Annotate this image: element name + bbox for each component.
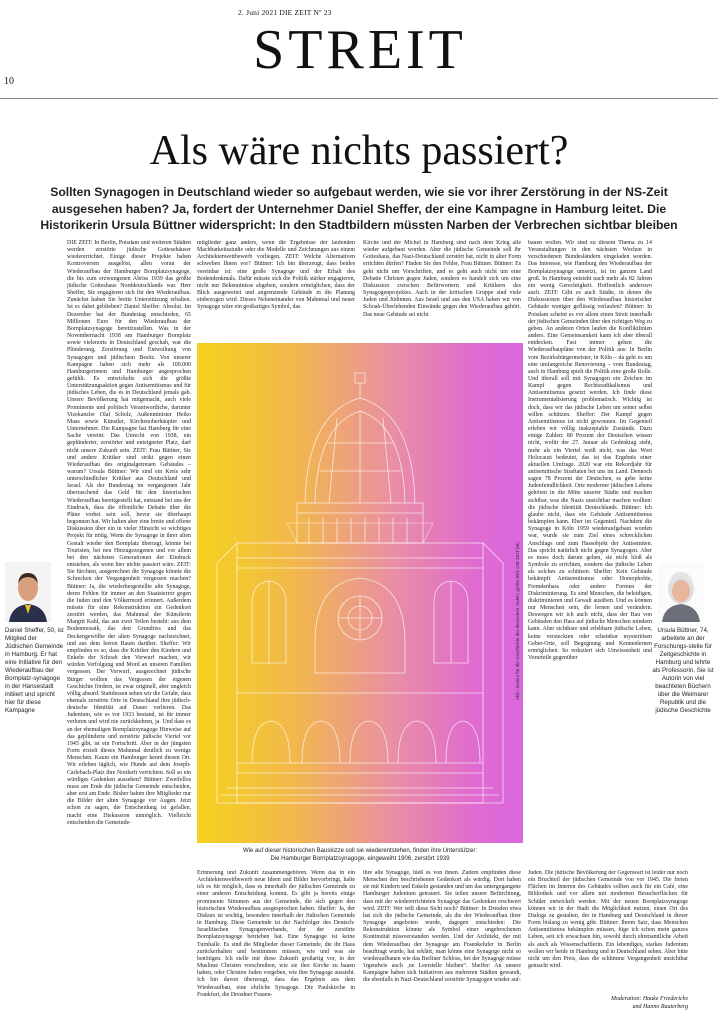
column-2-text: mitglieder ganz anders, wenn die Ergebnisse der laufenden Machbarkeitsstudie oder die Modelle und Zeichnungen aus einem Architektenwettbewerb vorliegen. ZEIT: Welche Alternativen schweben Ihnen vor? Büttner: Ich bin überzeugt, dass beides vereinbar ist: eine große Synagoge und der Erhalt des Bodendenkmals. Dafür müsste sich die Politik stärker engagieren, nicht nur Bekenntnisse abgeben, sondern ermöglichen, dass der Blick ausgeweitet und angrenzende Gebäude in die Planung einbezogen wird. Dieses Nebeneinander von Mahnmal und neuer Synagoge wäre ein großartiges Symbol, das: [197, 240, 355, 311]
image-caption: [197, 847, 523, 863]
image-credit: Abb.: Institut für die Geschichte der deutschen Juden; große Bild: DIE ZEIT (M): [515, 542, 520, 700]
image-caption-line-1: Wie auf dieser historischen Bauskizze soll sie wiederentstehen, finden ihre Unterstützer:: [242, 848, 478, 854]
portrait-caption-right: Ursula Büttner, 74, arbeitete an der Forschungs-stelle für Zeitgeschichte in Hamburg und lehrte als Professorin. Sie ist Autorin von viel beachteten Büchern über die Weimarer Republik und die jüdische Geschichte: [652, 627, 714, 714]
text-column-bottom-3: [528, 870, 688, 992]
text-column-2: [197, 240, 355, 338]
synagogue-image: [197, 343, 523, 843]
section-title: STREIT: [253, 19, 467, 81]
bottom-1-text: Erinnerung und Zukunft zusammengehören. Wenn das in ein Architektenwettbewerb neue Ideen und Bilder hervorbringt, halte ich es für möglich, dass es innerhalb der jüdischen Gemeinde zu einer anderen Entscheidung kommt. Es gibt ja bereits einige prominente Stimmen aus der Gemeinde, die sich gegen den historischen Wiederaufbau ausgesprochen haben. Sheffer: Ja, der Diskurs ist wichtig, besonders innerhalb der Jüdischen Gemeinde in Hamburg. Diese Gemeinde ist der Nachfolger des Deutsch-Israelitischen Synagogenverbands, der der zerstörte Bornplatzsynagoge betrieben hat. Eine Synagoge ist keine Turnhalle. Es sind die Mitglieder dieser Gemeinde, die ihr Haus zurückerhalten und bestimmen müssen, wie und was sie benötigen. Ich stelle mir diese Zukunft großartig vor, in der Muslime Christen vorschreiben, wie sie ihre Kirche zu bauen haben, oder Christen Juden vorgeben, wie ihre Synagoge aussieht. Ich bin davon überzeugt, dass das Ergebnis aus dem Wiederaufbau, eine ehrliche Synagoge. Die Paulskirche in Frankfurt, die Dresdner Frauen-: [197, 870, 355, 998]
moderation-credit: Moderation: Hauke Friederichs und Hanno Rauterberg: [611, 996, 688, 1010]
man-portrait-icon: [5, 562, 51, 622]
page-number: 10: [4, 76, 14, 87]
deck: Sollten Synagogen in Deutschland wieder so aufgebaut werden, wie sie vor ihrer Zerstörung in der NS-Zeit ausgesehen haben? Ja, fordert der Unternehmer Daniel Sheffer, der eine Kampagne in Hamburg leitet. Die Historikerin Ursula Büttner widerspricht: In den Stadtbildern müssten Narben der Verbrechen sichtbar bleiben: [40, 185, 678, 232]
bottom-3-text: Juden. Die jüdische Bevölkerung der Gegenwart ist leider nur noch ein Bruchteil der jüdischen Gemeinde von vor 1945. Die freien Flächen im Inneren des Gebäudes sollten auch für ein Café, eine Bibliothek und vor allem mit modernen Besucherflächen für Schüler entwickelt werden. Mit der neuen Bornplatzsynagoge können wir in der Stadt die Möglichkeit nutzen, einen Ort des Dialogs zu gestalten, der in Hamburg und Deutschland in dieser Form bislang zu wenig gibt. Büttner: Ihrem Satz, dass Menschen Antisemitismus bekämpfen müssen, füge ich schon mein ganzes Leben, seit ich erwachsen bin, sowohl durch ehrenamtliche Arbeit als auch als Wissenschaftlerin. Ein lebendiges, starkes Judentum wollen wir beide in Hamburg und in Deutschland sehen. Aber bitte nicht um den Preis, dass die schlimme Vergangenheit unsichtbar gemacht wird.: [528, 870, 688, 970]
text-column-bottom-2: [363, 870, 521, 1020]
column-1-text: DIE ZEIT: In Berlin, Potsdam und weiteren Städten werden zerstörte jüdische Gottesehäuser wiedererrichtet. Einige dieser Projekte haben Kontroversen ausgelöst, allen voran der Wiederaufbau der Hamburger Bornplatzsynagoge, die bis zum erzwungenen Abriss 1939 das größte jüdische Gotteshaus Norddeutschlands war. Herr Sheffer, Sie engagieren sich für den Wiederaufbau. Zunächst haben Sie breite Unterstützung erhalten. Ist es dabei geblieben? Daniel Sheffer: Absolut. Im Dezember hat der Bundestag entschieden, 65 Millionen Euro für den Wiederaufbau der Bornplatzsynagoge bereitzustellen. Was in der Novembernacht 1938 am Hamburger Bornplatz sowie vielenorts in Deutschland geschah, war die Plünderung, Zerstörung und Entweihung von Synagogen und jüdischem Besitz. Von unserer Kampagne haben sich mehr als 100.000 Hamburgerinnen und Hamburger angesprochen gefühlt. Es entwickelte sich die größte Unterstützungsaktion gegen Antisemitismus und für jüdisches Leben, die es in Deutschland jemals gab. Unsere Bevölkerung hat mitgemacht, auch viele Prominente und politisch Verantwortliche, darunter Vizekanzler Olaf Scholz, Außenminister Heiko Maas sowie Künstler, Kirchenoberhäupter und Unternehmer. Die Kampagne hat Hamburg für eine Sache vereint: Das Unrecht von 1938, ein geplünderter, zerstörter und enteigneter Platz, darf nicht unsere Zukunft sein. ZEIT: Frau Büttner, Sie und andere Kritiker sind strikt gegen einen Wiederaufbau des originalgetreuen Gebäudes – warum? Ursula Büttner: Wir sind ein Kreis sehr unterschiedlicher Kritiker aus Deutschland und Israel. Als der Bundestag im vergangenen Jahr überraschend das Geld für den historischen Wiederaufbau bereitgestellt hat, entstand bei uns der Eindruck, dass die öffentliche Debatte über die Pläne vorbei sein soll, bevor sie überhaupt begonnen hat. Wir halten aber eine breite und offene Diskussion über ein in vieler Hinsicht so wichtiges Projekt für nötig. Wenn die Synagoge in ihrer alten Gestalt wieder den Bornplatz überragt, könnte bei Touristen, bei neu Hinzugezogenen und vor allem bei den nächsten Generationen der Eindruck entstehen, als wenn hier nichts passiert wäre. ZEIT: Sie fürchten, ausgerechnet die Synagoge könnte die Schrecken der Vergangenheit vergessen machen? Büttner: Ja, die wiederhergestellte alte Synagoge, deren Fehlen für immer an den Staatsterror gegen die Juden und den Völkermord erinnert. Außerdem müsste für eine Rekonstruktion ein Gedenkort zerstört werden, das Mahnmal der Künstlerin Margrit Kahl, das aus zwei Teilen besteht: aus dem Bodenmosaik, das den Grundriss und das Deckengewölbe der alten Synagoge nachzeichnet, und aus dem leeren Raum darüber. Sheffer: Wir empfinden es so, dass die Kritiker den Kindern und Enkeln der Schoah den Vorwurf machen, wir würden Verfolgung und Mord an unseren Familien vergessen. Der Vorwurf, ausgerechnet jüdische Bürger wollten das Vergessen der eigenen Geschichte fördern, ist zwar originell, aber ungleich völlig absurd. Stattdessen sehen wir die Gefahr, dass ehemals zerstörte Orte in Deutschland ihre jüdisch-deutsche Identität auf Dauer verlieren. Das Judentum, wie es vor 1933 bestand, ist für immer verloren und wird nie zurückkehren, ja. Und dass es an der ehemaligen Bornplatzsynagoge Hinweise auf das geplünderte und zerstörte jüdische Viertel vor 1945 gibt, ist ein Fortschritt. Aber in der jüngsten Form erzielt dieses Mahnmal deutlich zu wenige Menschen. Kaum ein Hamburger kennt diesen Ort. Wir erleben täglich, wie Hunde auf dem Joseph-Carlebach-Platz ihre Notdurft verrichten. Soll so ein würdiges Gedenken aussehen? Büttner: Zweifellos muss am Ende die jüdische Gemeinde entscheiden, aber erst am Ende. Bisher haben ihre Mitglieder nur die Bilder der alten Synagoge vor Augen. Jetzt schon zu sagen, die Entscheidung ist gefallen, macht eine Diskussion unmöglich. Vielleicht entscheiden die Gemeinde-: [67, 240, 191, 826]
column-4-text: bauen wollen. Wir sind zu diesem Thema zu 14 Veranstaltungen in den nächsten Wochen in verschiedenen Bundesländern eingeladen worden. Das Interesse, wie Hamburg den Wiederaufbau der Bornplatzsynagoge umsetzt, ist im ganzen Land groß. In Hamburg entsteht nach mehr als 82 Jahren ein wenig Gerechtigkeit. Hoffentlich anderswo auch. ZEIT: Gibt es auch Städte, in denen die Diskussionen über den Wiederaufbau historischer Gebäude weniger geflüssig verlaufen? Büttner: In Potsdam scheint es vor allem einen Streit innerhalb der jüdischen Gemeinden über den richtigen Weg zu geben. An anderen Orten laufen die Konfliktlinien anders. Eine Gemeinsamkeit kann ich aber überall entdecken. Fast immer gehen die Wiederaufbaupläne von der Politik aus: In Berlin vom Bezirksbürgermeister, in Köln – da geht es um eine umfangreiche Renovierung – vom Bundestag, auch in Hamburg spielt die Politik eine große Rolle. Und überall soll mit Synagogen ein Zeichen im Kampf gegen Rechtsradikalismus und Antisemitismus gesetzt werden. Ich finde diese Instrumentalisierung problematisch. Wichtig ist doch, dass wir das jüdische Leben um seiner selbst willen schützen. Sheffer: Der Kampf gegen Antisemitismus ist nicht gewonnen. Im Gegenteil erleben wir völlig inakzeptable Zustände. Dazu einige Zahlen: 80 Prozent der Deutschen wissen nicht, wofür der 27. Januar als Gedenktag steht, mehr als ein Viertel weiß nicht, was das Wort Holocaust bedeutet, das ist das Ergebnis einer aktuellen Umfrage. 2020 war ein Rekordjahr für antisemitische Straftaten bei uns im Land. Dennoch sagen 78 Prozent der Deutschen, es gebe keine Judenfeindlichkeit. Orte moderner jüdischen Lebens gehören in die Mitte unserer Städte und machen sichtbar, was die Nazis unsichtbar machen wollten: die jüdische Identität Deutschlands. Büttner: Ich glaube nicht, dass ein Gebäude Antisemitismus bekämpfen kann. Eher im Gegenteil. Nachdem die Synagoge in Köln 1959 wiederaufgebaut worden war, wurde sie zum Ziel eines schrecklichen Anschlags und zum Hassobjekt der Antisemiten. Das spricht natürlich nicht gegen Synagogen. Aber es muss doch darum gehen, sie nicht bloß als Symbole zu errichten, sondern das jüdische Leben als solches zu schützen. Sheffer: Kein Gebäude bekämpft Antisemitismus oder Homophobie, Fremdenhass oder andere Formen der Diskriminierung. Es sind Menschen, die beleidigen, diskriminieren und Gewalt ausüben. Und es können nur Menschen sein, die lernen und verändern. Deswegen wir ich auch nicht, dass der Bau von Gebäuden den Hass auf jüdische Menschen mindern kann. Aber sichtbare und erlebbare jüdische Leben, keine versteckten oder scheinbar mysteriösen Geber-Orte, soll Begegnung und Kennenlernen ermöglichen. So reduziert sich Unwissenheit und Vorurteile gegenüber: [528, 240, 652, 662]
portrait-ursula-buettner: [658, 562, 704, 622]
text-column-3: [363, 240, 521, 338]
bottom-2-text: ihre alte Synagoge, hieß es von ihnen. Zudem empfinden diese Menschen den beschriebenen Gedenkort als würdig. Dort haben sie mit Kindern und Enkeln gestanden und um das untergegangene Hamburger Judentum getrauert. Sie teilen unsere Befürchtung, dass mit der wiedererrichteten Synagoge das Gedenken erschwert wird. ZEIT: Wer teilt diese Sicht noch? Büttner: In Dresden etwa hat sich die jüdische Gemeinde, als die der Wiederaufbau ihrer Synagoge angeboten wurde, dagegen entschieden: Die Rekonstruktion könnte als Symbol einer ungebrochenen Kontinuität missverstanden werden. Und der Architekt, der mit dem Wiederaufbau der Synagoge am Fraenkelufer in Berlin beauftragt wurde, hat erklärt, man könne eine Synagoge nicht so wiederaufbauen wie das Berliner Schloss, bei der Synagoge müsse 'irgendwie auch ‚ne Leerstelle bleiben“. Sheffer: An unsere Kampagne haben sich Initiativen aus mehreren Städten gewandt, die ebenfalls in Nazi-Deutschland zerstörte Synagogen wieder auf-: [363, 870, 521, 984]
headline: Als wäre nichts passiert?: [149, 128, 569, 174]
image-caption-line-2: Die Hamburger Bornplatzsynagoge, eingeweiht 1906, zerstört 1939: [270, 856, 450, 862]
text-column-bottom-1: [197, 870, 355, 1020]
header-rule: [0, 98, 718, 99]
column-3-text: Kirche und der Michel in Hamburg sind nach dem Krieg alle wieder aufgebaut worden. Aber die jüdische Gemeinde soll ihr Gotteshaus, das Nazi-Deutschland zerstört hat, nicht in alter Form errichten dürfen? Finden Sie den Fehler, Frau Büttner. Büttner: Es geht nicht um Vorschriften, und es geht auch nicht um eine Debatte Christen gegen Juden, sondern es handelt sich um eine Diskussion zwischen Befürwortern und Kritikern des Synagogenprojektes. Auch in der kritischen Gruppe sind viele Juden und Jüdinnen. Aus Israel und aus den USA haben wir von Schoah-Überlebenden Einwände gegen den Wiederaufbau gehört. Das neue Gebäude sei nicht: [363, 240, 521, 318]
synagogue-drawing-icon: [197, 343, 523, 843]
date-line: 2. Juni 2021 DIE ZEIT Nº 23: [238, 8, 332, 17]
portrait-daniel-sheffer: [5, 562, 51, 622]
woman-portrait-icon: [658, 562, 704, 622]
portrait-caption-left: Daniel Sheffer, 50, ist Mitglied der Jüdischen Gemeinde in Hamburg. Er hat eine Initiative für den Wiederaufbau der Bornplatz-synagoge in der Hansestadt initiiert und spricht hier für diese Kampagne: [5, 627, 64, 714]
text-column-4: [528, 240, 652, 866]
text-column-1: [67, 240, 191, 1016]
